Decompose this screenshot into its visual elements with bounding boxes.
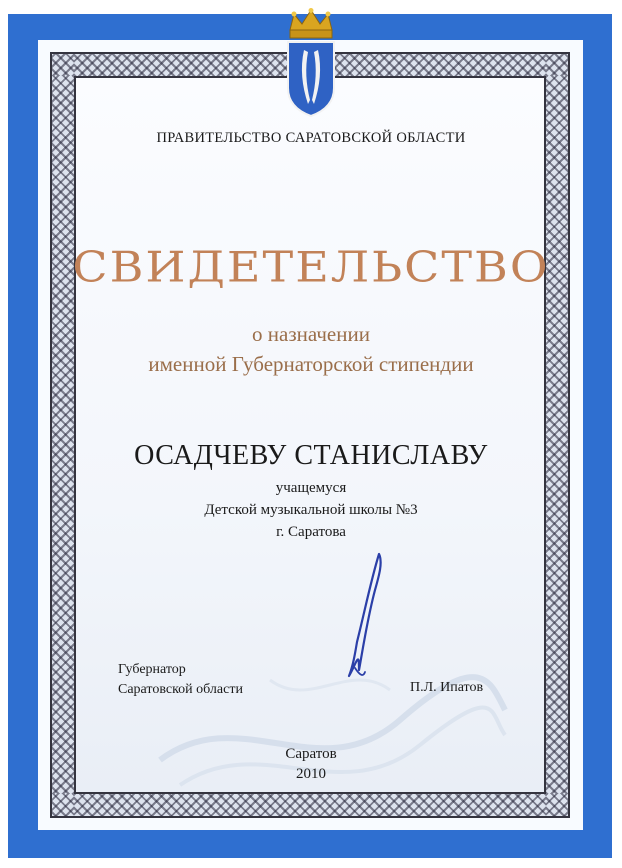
signatory-name: П.Л. Ипатов [410, 680, 484, 695]
government-header: ПРАВИТЕЛЬСТВО САРАТОВСКОЙ ОБЛАСТИ [156, 130, 466, 146]
issue-year: 2010 [296, 766, 326, 782]
recipient-city: г. Саратова [276, 524, 346, 540]
signatory-title-line-1: Губернатор [118, 662, 186, 677]
issue-place: Саратов [285, 746, 337, 762]
saratov-coat-of-arms-icon [282, 8, 340, 118]
document-title: СВИДЕТЕЛЬСТВО [72, 242, 550, 292]
recipient-role: учащемуся [275, 480, 347, 496]
recipient-institution: Детской музыкальной школы №3 [204, 502, 418, 518]
subtitle-line-2: именной Губернаторской стипендии [148, 352, 474, 376]
recipient-name: ОСАДЧЕВУ СТАНИСЛАВУ [134, 440, 488, 471]
subtitle-line-1: о назначении [252, 322, 370, 346]
signatory-title-line-2: Саратовской области [118, 682, 243, 697]
handwritten-signature [335, 550, 395, 685]
signatory-title [118, 660, 243, 700]
